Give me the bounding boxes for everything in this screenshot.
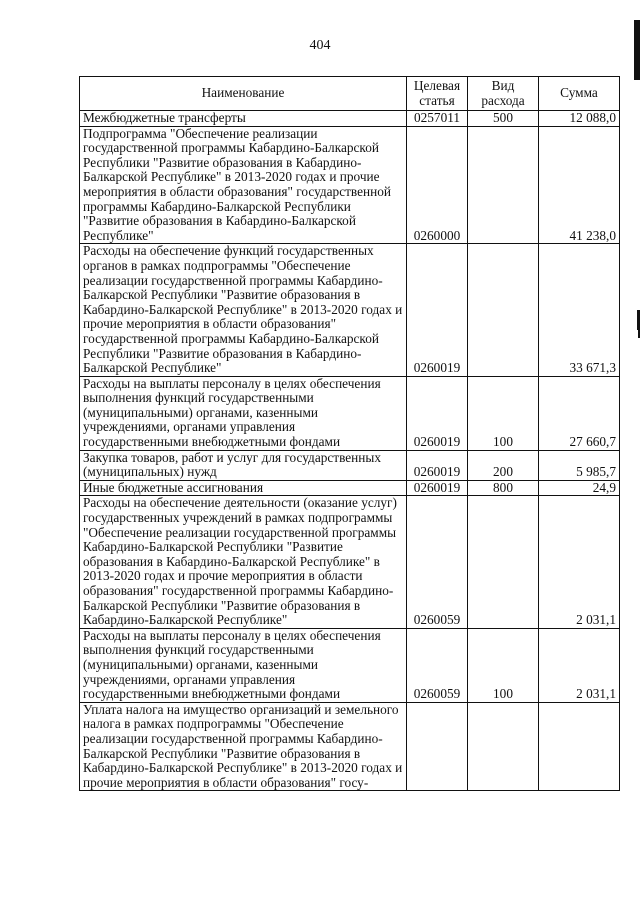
row-sum: 12 088,0 bbox=[539, 111, 620, 127]
table-row bbox=[80, 496, 620, 628]
row-name: Расходы на обеспечение деятельности (оказание услуг) государственных учреждений в рамках подпрограммы "Обеспечение реализации государственной программы Кабардино-Балкарской Республики "Развитие образования в Кабардино-Балкарской Республике" в 2013-2020 годах и прочие мероприятия в области образования" государственной программы Кабардино-Балкарской Республики "Развитие образования в Кабардино-Балкарской Республике" bbox=[80, 496, 407, 628]
row-code bbox=[407, 702, 468, 791]
row-sum: 41 238,0 bbox=[539, 126, 620, 244]
row-type: 500 bbox=[468, 111, 539, 127]
row-name: Подпрограмма "Обеспечение реализации государственной программы Кабардино-Балкарской Республики "Развитие образования в Кабардино-Балкарской Республике" в 2013-2020 годах и прочие мероприятия в области образования" государственной программы Кабардино-Балкарской Республики "Развитие образования в Кабардино-Балкарской Республике" bbox=[80, 126, 407, 244]
row-code: 0260000 bbox=[407, 126, 468, 244]
row-name: Закупка товаров, работ и услуг для государственных (муниципальных) нужд bbox=[80, 450, 407, 480]
row-sum: 2 031,1 bbox=[539, 496, 620, 628]
row-code: 0260019 bbox=[407, 450, 468, 480]
header-sum: Сумма bbox=[539, 77, 620, 111]
row-code: 0260059 bbox=[407, 496, 468, 628]
row-sum: 24,9 bbox=[539, 480, 620, 496]
row-sum: 33 671,3 bbox=[539, 244, 620, 376]
table-row bbox=[80, 450, 620, 480]
row-sum bbox=[539, 702, 620, 791]
row-type: 800 bbox=[468, 480, 539, 496]
page-number: 404 bbox=[309, 38, 331, 53]
table-row bbox=[80, 702, 620, 791]
budget-table bbox=[79, 76, 620, 791]
table-row bbox=[80, 244, 620, 376]
table-row bbox=[80, 628, 620, 702]
row-type: 100 bbox=[468, 376, 539, 450]
row-code: 0260059 bbox=[407, 628, 468, 702]
row-name: Межбюджетные трансферты bbox=[80, 111, 407, 127]
row-type bbox=[468, 496, 539, 628]
table-row bbox=[80, 126, 620, 244]
row-sum: 5 985,7 bbox=[539, 450, 620, 480]
row-type: 100 bbox=[468, 628, 539, 702]
header-type: Вид расхода bbox=[468, 77, 539, 111]
row-type bbox=[468, 244, 539, 376]
row-code: 0260019 bbox=[407, 480, 468, 496]
row-type: 200 bbox=[468, 450, 539, 480]
header-name: Наименование bbox=[80, 77, 407, 111]
row-name: Расходы на выплаты персоналу в целях обеспечения выполнения функций государственными (муниципальными) органами, казенными учреждениями, органами управления государственными внебюджетными фондами bbox=[80, 376, 407, 450]
row-type bbox=[468, 702, 539, 791]
row-sum: 27 660,7 bbox=[539, 376, 620, 450]
row-code: 0260019 bbox=[407, 376, 468, 450]
row-name: Расходы на обеспечение функций государственных органов в рамках подпрограммы "Обеспечение реализации государственной программы Кабардино-Балкарской Республики "Развитие образования в Кабардино-Балкарской Республике" в 2013-2020 годах и прочие мероприятия в области образования" государственной программы Кабардино-Балкарской Республики "Развитие образования в Кабардино-Балкарской Республике" bbox=[80, 244, 407, 376]
row-name: Уплата налога на имущество организаций и земельного налога в рамках подпрограммы "Обеспечение реализации государственной программы Кабардино-Балкарской Республики "Развитие образования в Кабардино-Балкарской Республике" в 2013-2020 годах и прочие мероприятия в области образования" госу- bbox=[80, 702, 407, 791]
row-name: Иные бюджетные ассигнования bbox=[80, 480, 407, 496]
row-name: Расходы на выплаты персоналу в целях обеспечения выполнения функций государственными (муниципальными) органами, казенными учреждениями, органами управления государственными внебюджетными фондами bbox=[80, 628, 407, 702]
row-code: 0257011 bbox=[407, 111, 468, 127]
header-code: Целевая статья bbox=[407, 77, 468, 111]
table-header-row bbox=[80, 77, 620, 111]
table-row bbox=[80, 376, 620, 450]
row-code: 0260019 bbox=[407, 244, 468, 376]
row-sum: 2 031,1 bbox=[539, 628, 620, 702]
table-row bbox=[80, 111, 620, 127]
row-type bbox=[468, 126, 539, 244]
table-row bbox=[80, 480, 620, 496]
